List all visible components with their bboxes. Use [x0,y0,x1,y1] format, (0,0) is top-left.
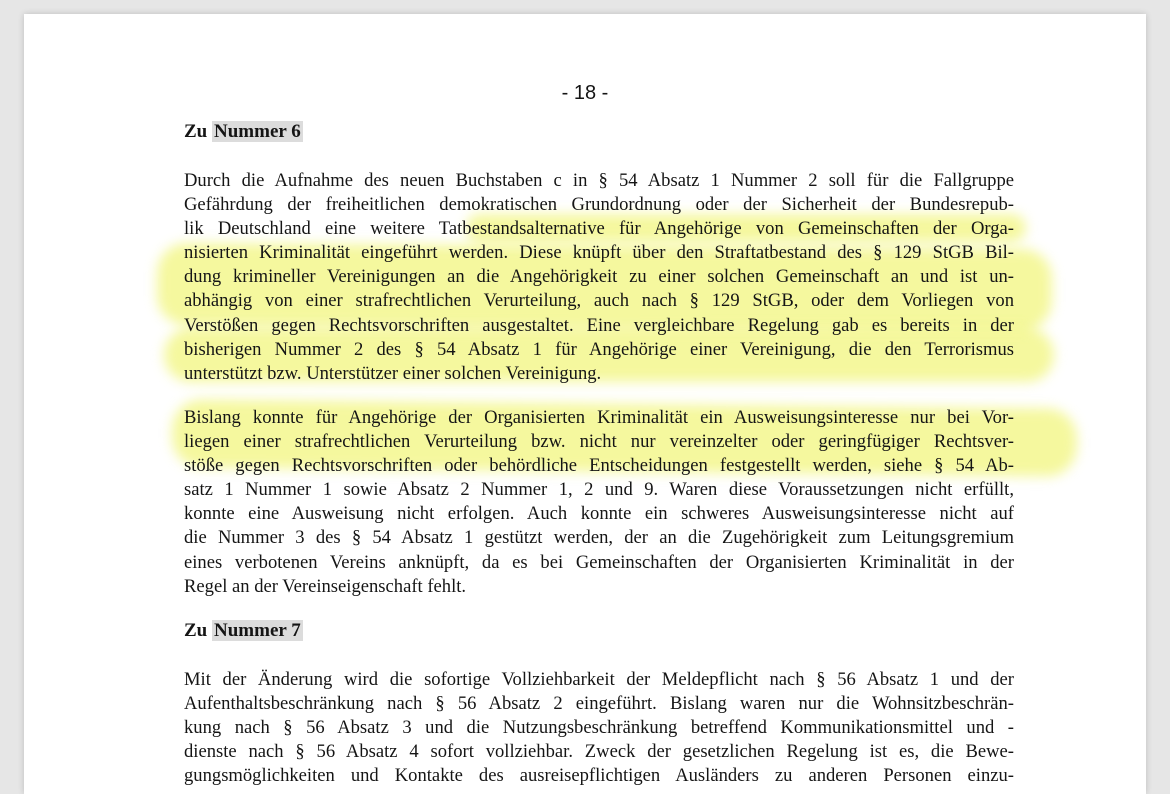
text-line: Regel an der Vereinseigenschaft fehlt. [184,575,467,597]
text-line: stöße gegen Rechtsvorschriften oder behördliche Entscheidungen festgestellt werden, siehe § 54 Ab- [184,455,1014,477]
text-line: liegen einer strafrechtlichen Verurteilung bzw. nicht nur vereinzelter oder geringfügiger Rechtsver- [184,431,1014,453]
text-line: Mit der Änderung wird die sofortige Vollziehbarkeit der Meldepflicht nach § 56 Absatz 1 und der [184,669,1014,690]
text-line: Bislang konnte für Angehörige der Organisierten Kriminalität ein Ausweisungsinteresse nur bei Vor- [184,407,1014,428]
text-line: dung krimineller Vereinigungen an die Angehörigkeit zu einer solchen Gemeinschaft an und ist un- [184,266,1014,288]
text-line: satz 1 Nummer 1 sowie Absatz 2 Nummer 1, 2 und 9. Waren diese Voraussetzungen nicht erfüllt, [184,479,1014,501]
heading-prefix: Zu [184,620,208,641]
text-line: die Nummer 3 des § 54 Absatz 1 gestützt werden, der an die Zugehörigkeit zum Leitungsgremium [184,527,1014,549]
text-line: bisherigen Nummer 2 des § 54 Absatz 1 für Angehörige einer Vereinigung, die den Terrorismus [184,338,1014,360]
heading-number: Nummer 6 [214,121,301,142]
text-line: nisierten Kriminalität eingeführt werden. Diese knüpft über den Straftatbestand des § 129 StGB Bil- [184,242,1014,264]
paragraph [184,406,1014,599]
paragraph [184,169,1014,386]
heading-number: Nummer 7 [214,620,301,641]
text-line: Aufenthaltsbeschränkung nach § 56 Absatz 2 eingeführt. Bislang waren nur die Wohnsitzbeschrän- [184,693,1014,715]
text-line: unterstützt bzw. Unterstützer einer solchen Vereinigung. [184,362,602,384]
text-line: gungsmöglichkeiten und Kontakte des ausreisepflichtigen Ausländers zu anderen Personen einzu- [184,765,1014,787]
text-line: konnte eine Ausweisung nicht erfolgen. Auch konnte ein schweres Ausweisungsinteresse nicht auf [184,503,1014,525]
text-line: dienste nach § 56 Absatz 4 sofort vollziehbar. Zweck der gesetzlichen Regelung ist es, die Bewe- [184,741,1014,763]
text-line: lik Deutschland eine weitere Tatbestandsalternative für Angehörige von Gemeinschaften der Orga- [184,218,1014,240]
heading-prefix: Zu [184,121,208,142]
section-heading [184,620,303,642]
text-line: eines verbotenen Vereins anknüpft, da es bei Gemeinschaften der Organisierten Kriminalität in der [184,551,1014,573]
document-page [24,14,1146,794]
text-line: Verstößen gegen Rechtsvorschriften ausgestaltet. Eine vergleichbare Regelung gab es bereits in der [184,314,1014,336]
text-line: Gefährdung der freiheitlichen demokratischen Grundordnung oder der Sicherheit der Bundesrepub- [184,194,1014,216]
page-number: - 18 - [561,82,609,104]
text-line: Durch die Aufnahme des neuen Buchstaben c in § 54 Absatz 1 Nummer 2 soll für die Fallgruppe [184,170,1014,191]
text-line: abhängig von einer strafrechtlichen Verurteilung, auch nach § 129 StGB, oder dem Vorliegen von [184,290,1014,312]
paragraph [184,668,1014,788]
section-heading [184,121,303,143]
text-line: kung nach § 56 Absatz 3 und die Nutzungsbeschränkung betreffend Kommunikationsmittel und - [184,717,1014,739]
